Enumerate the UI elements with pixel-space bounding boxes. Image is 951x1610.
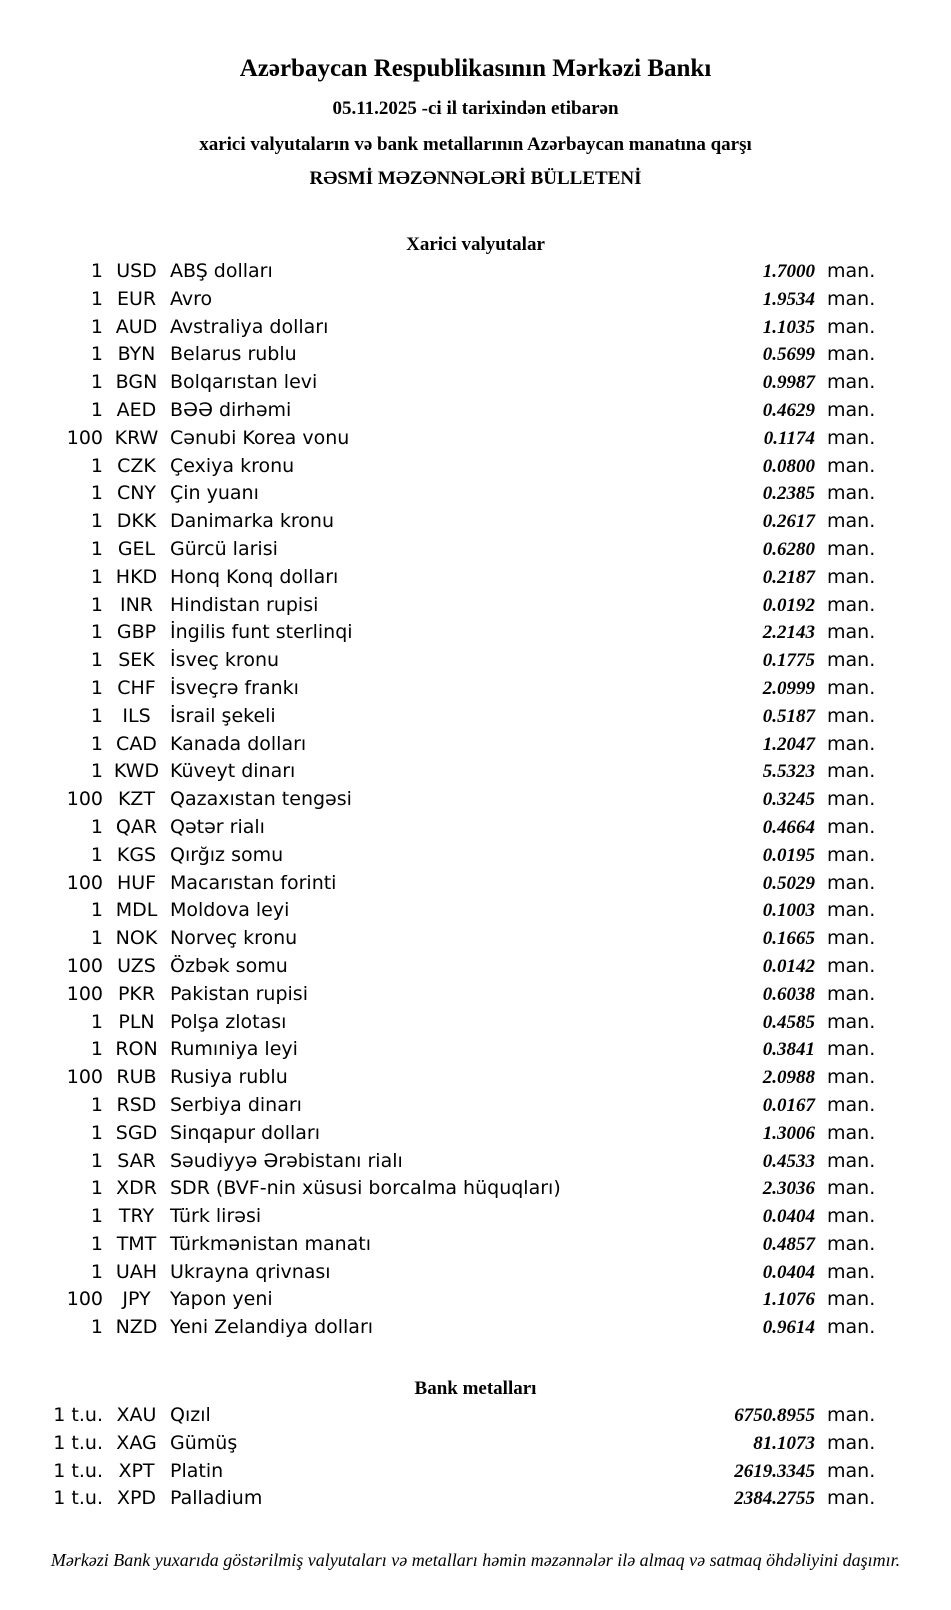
name-cell: Honq Konq dolları: [170, 565, 339, 588]
currency-row: [0, 314, 890, 342]
unit-cell: man.: [827, 1093, 876, 1116]
rate-cell: 2.0999: [762, 677, 815, 699]
unit-cell: man.: [827, 704, 876, 727]
quantity-cell: 1: [90, 621, 103, 644]
currency-row: [0, 369, 890, 397]
code-cell: NZD: [115, 1316, 158, 1339]
rate-cell: 0.5029: [762, 872, 815, 894]
quantity-cell: 1: [90, 343, 103, 366]
unit-cell: man.: [827, 343, 876, 366]
name-cell: Səudiyyə Ərəbistanı rialı: [170, 1149, 403, 1172]
metal-row: [0, 1402, 890, 1430]
metal-row: [0, 1430, 890, 1458]
code-cell: GEL: [117, 537, 156, 560]
currency-row: [0, 1148, 890, 1176]
code-cell: TRY: [118, 1205, 155, 1228]
unit-cell: man.: [827, 287, 876, 310]
code-cell: CNY: [116, 482, 157, 505]
quantity-cell: 1: [90, 315, 103, 338]
unit-cell: man.: [827, 1487, 876, 1510]
rate-cell: 0.9614: [762, 1317, 815, 1339]
code-cell: GBP: [116, 621, 157, 644]
rate-cell: 0.1775: [762, 650, 815, 672]
currency-row: [0, 981, 890, 1009]
currency-row: [0, 925, 890, 953]
quantity-cell: 1: [90, 1232, 103, 1255]
quantity-cell: 1: [90, 287, 103, 310]
quantity-cell: 100: [66, 426, 103, 449]
unit-cell: man.: [827, 899, 876, 922]
unit-cell: man.: [827, 1260, 876, 1283]
rate-cell: 0.2617: [762, 511, 815, 533]
currency-row: [0, 508, 890, 536]
name-cell: Türk lirəsi: [170, 1205, 262, 1228]
code-cell: XAG: [116, 1431, 157, 1454]
unit-cell: man.: [827, 371, 876, 394]
rate-cell: 1.3006: [762, 1122, 815, 1144]
unit-cell: man.: [827, 1316, 876, 1339]
currency-row: [0, 1231, 890, 1259]
quantity-cell: 1: [90, 1316, 103, 1339]
code-cell: EUR: [116, 287, 157, 310]
quantity-cell: 100: [66, 982, 103, 1005]
code-cell: CZK: [117, 454, 156, 477]
code-cell: KZT: [117, 788, 156, 811]
name-cell: Polşa zlotası: [170, 1010, 287, 1033]
currency-row: [0, 1064, 890, 1092]
quantity-cell: 1: [90, 899, 103, 922]
rate-cell: 1.2047: [762, 733, 815, 755]
rate-cell: 0.2385: [762, 483, 815, 505]
metal-row: [0, 1485, 890, 1513]
rate-cell: 1.7000: [762, 261, 815, 282]
code-cell: ILS: [122, 704, 151, 727]
unit-cell: man.: [827, 482, 876, 505]
quantity-cell: 1: [90, 1038, 103, 1061]
rate-cell: 0.1003: [762, 900, 815, 922]
currency-row: [0, 258, 890, 286]
unit-cell: man.: [827, 398, 876, 421]
rate-cell: 2384.2755: [734, 1488, 815, 1510]
bank-title: Azərbaycan Respublikasının Mərkəzi Bankı: [239, 55, 712, 82]
code-cell: KWD: [113, 760, 160, 783]
currencies-section-title: Xarici valyutalar: [406, 234, 545, 255]
unit-cell: man.: [827, 954, 876, 977]
quantity-cell: 1: [90, 371, 103, 394]
unit-cell: man.: [827, 1121, 876, 1144]
unit-cell: man.: [827, 1404, 876, 1427]
bulletin-name-line: RƏSMİ MƏZƏNNƏLƏRİ BÜLLETENİ: [309, 168, 642, 189]
currency-row: [0, 425, 890, 453]
quantity-cell: 1: [90, 815, 103, 838]
quantity-cell: 1: [90, 510, 103, 533]
code-cell: SAR: [117, 1149, 156, 1172]
code-cell: KGS: [116, 843, 157, 866]
currency-row: [0, 758, 890, 786]
quantity-cell: 1: [90, 732, 103, 755]
code-cell: MDL: [115, 899, 158, 922]
quantity-cell: 1 t.u.: [53, 1487, 103, 1510]
currency-row: [0, 814, 890, 842]
currency-row: [0, 1120, 890, 1148]
rate-cell: 0.0404: [762, 1261, 815, 1283]
quantity-cell: 100: [66, 1066, 103, 1089]
code-cell: NOK: [115, 927, 158, 950]
code-cell: HUF: [116, 871, 157, 894]
unit-cell: man.: [827, 815, 876, 838]
quantity-cell: 1: [90, 1177, 103, 1200]
rate-cell: 0.4629: [762, 399, 815, 421]
name-cell: Qazaxıstan tengəsi: [170, 788, 352, 811]
quantity-cell: 1: [90, 1093, 103, 1116]
code-cell: DKK: [116, 510, 157, 533]
name-cell: SDR (BVF-nin xüsusi borcalma hüquqları): [170, 1177, 561, 1200]
rate-cell: 0.0404: [762, 1206, 815, 1228]
name-cell: Çin yuanı: [170, 482, 259, 505]
unit-cell: man.: [827, 260, 876, 282]
unit-cell: man.: [827, 927, 876, 950]
unit-cell: man.: [827, 1431, 876, 1454]
name-cell: Bolqarıstan levi: [170, 371, 318, 394]
quantity-cell: 1: [90, 927, 103, 950]
metal-row: [0, 1458, 890, 1486]
name-cell: İsrail şekeli: [170, 704, 276, 727]
rate-cell: 2.2143: [762, 622, 815, 644]
code-cell: AUD: [115, 315, 158, 338]
code-cell: BGN: [115, 371, 158, 394]
rate-cell: 0.3841: [762, 1039, 815, 1061]
unit-cell: man.: [827, 760, 876, 783]
currency-row: [0, 1036, 890, 1064]
currency-row: [0, 480, 890, 508]
code-cell: XPT: [118, 1459, 155, 1482]
code-cell: BYN: [117, 343, 156, 366]
rate-cell: 0.6280: [762, 538, 815, 560]
currency-row: [0, 897, 890, 925]
code-cell: XDR: [116, 1177, 157, 1200]
name-cell: Türkmənistan manatı: [170, 1232, 372, 1255]
rate-cell: 0.0167: [762, 1094, 815, 1116]
quantity-cell: 100: [66, 954, 103, 977]
rate-cell: 2.0988: [762, 1067, 815, 1089]
quantity-cell: 1 t.u.: [53, 1459, 103, 1482]
unit-cell: man.: [827, 1232, 876, 1255]
rate-cell: 0.6038: [762, 983, 815, 1005]
currency-row: [0, 675, 890, 703]
unit-cell: man.: [827, 1177, 876, 1200]
name-cell: Küveyt dinarı: [170, 760, 296, 783]
quantity-cell: 1: [90, 398, 103, 421]
currency-row: [0, 592, 890, 620]
quantity-cell: 1: [90, 593, 103, 616]
quantity-cell: 1: [90, 676, 103, 699]
rate-cell: 1.1076: [762, 1289, 815, 1311]
quantity-cell: 1: [90, 1121, 103, 1144]
rate-cell: 1.9534: [762, 288, 815, 310]
bulletin-header: [0, 0, 951, 192]
name-cell: Hindistan rupisi: [170, 593, 319, 616]
quantity-cell: 1: [90, 1149, 103, 1172]
name-cell: Ukrayna qrivnası: [170, 1260, 331, 1283]
disclaimer-text: Mərkəzi Bank yuxarıda göstərilmiş valyutaları və metalları həmin məzənnələr ilə almaq və satmaq öhdəliyini daşımır.: [50, 1550, 901, 1571]
name-cell: Özbək somu: [170, 954, 288, 977]
unit-cell: man.: [827, 1149, 876, 1172]
rate-cell: 0.0142: [762, 955, 815, 977]
name-cell: İngilis funt sterlinqi: [170, 621, 353, 644]
name-cell: BƏƏ dirhəmi: [170, 398, 292, 421]
rate-cell: 0.0195: [762, 844, 815, 866]
rate-cell: 1.1035: [762, 316, 815, 338]
currency-row: [0, 397, 890, 425]
unit-cell: man.: [827, 676, 876, 699]
unit-cell: man.: [827, 1205, 876, 1228]
name-cell: Gürcü larisi: [170, 537, 278, 560]
name-cell: Yapon yeni: [170, 1288, 273, 1311]
unit-cell: man.: [827, 1038, 876, 1061]
name-cell: Avro: [170, 287, 213, 310]
name-cell: Danimarka kronu: [170, 510, 335, 533]
unit-cell: man.: [827, 593, 876, 616]
quantity-cell: 1: [90, 704, 103, 727]
code-cell: AED: [116, 398, 157, 421]
quantity-cell: 1 t.u.: [53, 1404, 103, 1427]
code-cell: XPD: [116, 1487, 157, 1510]
name-cell: Serbiya dinarı: [170, 1093, 302, 1116]
rate-cell: 0.4857: [762, 1233, 815, 1255]
currency-row: [0, 1314, 890, 1342]
code-cell: CAD: [116, 732, 157, 755]
quantity-cell: 1: [90, 649, 103, 672]
currency-row: [0, 842, 890, 870]
currency-row: [0, 1286, 890, 1314]
code-cell: PKR: [117, 982, 156, 1005]
quantity-cell: 1: [90, 1205, 103, 1228]
rate-cell: 0.4664: [762, 816, 815, 838]
name-cell: Cənubi Korea vonu: [170, 426, 350, 449]
metals-section-title: Bank metalları: [414, 1378, 537, 1400]
rate-cell: 0.1174: [763, 427, 815, 449]
unit-cell: man.: [827, 649, 876, 672]
quantity-cell: 1: [90, 843, 103, 866]
currency-row: [0, 953, 890, 981]
quantity-cell: 1: [90, 1010, 103, 1033]
currency-row: [0, 619, 890, 647]
name-cell: İsveç kronu: [170, 649, 280, 672]
currency-row: [0, 870, 890, 898]
name-cell: Rusiya rublu: [170, 1066, 288, 1089]
code-cell: RSD: [116, 1093, 157, 1116]
code-cell: USD: [116, 260, 157, 282]
code-cell: SGD: [115, 1121, 158, 1144]
code-cell: UAH: [115, 1260, 158, 1283]
name-cell: Gümüş: [170, 1431, 238, 1454]
currency-row: [0, 1175, 890, 1203]
rate-cell: 0.5187: [762, 705, 815, 727]
quantity-cell: 1: [90, 454, 103, 477]
unit-cell: man.: [827, 621, 876, 644]
unit-cell: man.: [827, 871, 876, 894]
currency-row: [0, 341, 890, 369]
unit-cell: man.: [827, 1288, 876, 1311]
name-cell: Pakistan rupisi: [170, 982, 308, 1005]
name-cell: Belarus rublu: [170, 343, 297, 366]
name-cell: ABŞ dolları: [170, 260, 273, 282]
currency-row: [0, 786, 890, 814]
unit-cell: man.: [827, 1459, 876, 1482]
quantity-cell: 100: [66, 871, 103, 894]
unit-cell: man.: [827, 732, 876, 755]
currency-row: [0, 536, 890, 564]
metals-table: [0, 1402, 890, 1513]
code-cell: RON: [115, 1038, 158, 1061]
quantity-cell: 1: [90, 260, 103, 282]
effective-date-line: 05.11.2025 -ci il tarixindən etibarən: [332, 98, 619, 119]
quantity-cell: 100: [66, 1288, 103, 1311]
currencies-table: [0, 258, 890, 1342]
code-cell: HKD: [115, 565, 158, 588]
currency-row: [0, 647, 890, 675]
name-cell: Kanada dolları: [170, 732, 307, 755]
rate-cell: 0.0800: [762, 455, 815, 477]
rate-cell: 0.4533: [762, 1150, 815, 1172]
unit-cell: man.: [827, 315, 876, 338]
rate-cell: 5.5323: [762, 761, 815, 783]
name-cell: Platin: [170, 1459, 224, 1482]
code-cell: XAU: [116, 1404, 157, 1427]
rate-cell: 6750.8955: [734, 1405, 815, 1427]
currency-row: [0, 1009, 890, 1037]
unit-cell: man.: [827, 1010, 876, 1033]
code-cell: SEK: [118, 649, 155, 672]
rate-cell: 0.1665: [762, 928, 815, 950]
code-cell: TMT: [116, 1232, 157, 1255]
name-cell: Moldova leyi: [170, 899, 290, 922]
quantity-cell: 1: [90, 537, 103, 560]
code-cell: JPY: [122, 1288, 151, 1311]
name-cell: Qətər rialı: [170, 815, 265, 838]
currency-row: [0, 1259, 890, 1287]
rate-cell: 2619.3345: [734, 1460, 815, 1482]
code-cell: RUB: [116, 1066, 157, 1089]
rate-cell: 0.3245: [762, 789, 815, 811]
code-cell: UZS: [117, 954, 156, 977]
unit-cell: man.: [827, 454, 876, 477]
code-cell: INR: [119, 593, 154, 616]
rate-cell: 0.4585: [762, 1011, 815, 1033]
name-cell: Palladium: [170, 1487, 263, 1510]
code-cell: QAR: [115, 815, 158, 838]
quantity-cell: 1: [90, 1260, 103, 1283]
unit-cell: man.: [827, 510, 876, 533]
unit-cell: man.: [827, 843, 876, 866]
name-cell: Sinqapur dolları: [170, 1121, 321, 1144]
currency-row: [0, 1203, 890, 1231]
rate-cell: 81.1073: [753, 1432, 815, 1454]
name-cell: Rumıniya leyi: [170, 1038, 298, 1061]
currency-row: [0, 703, 890, 731]
name-cell: Norveç kronu: [170, 927, 298, 950]
unit-cell: man.: [827, 788, 876, 811]
currency-row: [0, 453, 890, 481]
unit-cell: man.: [827, 1066, 876, 1089]
quantity-cell: 1 t.u.: [53, 1431, 103, 1454]
name-cell: Macarıstan forinti: [170, 871, 337, 894]
unit-cell: man.: [827, 537, 876, 560]
currency-row: [0, 731, 890, 759]
currency-row: [0, 564, 890, 592]
quantity-cell: 100: [66, 788, 103, 811]
name-cell: Qızıl: [170, 1404, 211, 1427]
currency-row: [0, 286, 890, 314]
rate-cell: 0.2187: [762, 566, 815, 588]
currency-row: [0, 1092, 890, 1120]
rate-cell: 0.5699: [762, 344, 815, 366]
rate-cell: 0.9987: [762, 372, 815, 394]
name-cell: Çexiya kronu: [170, 454, 295, 477]
rate-cell: 0.0192: [762, 594, 815, 616]
code-cell: PLN: [118, 1010, 155, 1033]
code-cell: KRW: [114, 426, 159, 449]
subject-line: xarici valyutaların və bank metallarının Azərbaycan manatına qarşı: [199, 134, 752, 155]
unit-cell: man.: [827, 982, 876, 1005]
quantity-cell: 1: [90, 482, 103, 505]
quantity-cell: 1: [90, 565, 103, 588]
unit-cell: man.: [827, 565, 876, 588]
name-cell: İsveçrə frankı: [170, 676, 299, 699]
unit-cell: man.: [827, 426, 876, 449]
rate-cell: 2.3036: [762, 1178, 815, 1200]
quantity-cell: 1: [90, 760, 103, 783]
code-cell: CHF: [117, 676, 156, 699]
name-cell: Avstraliya dolları: [170, 315, 329, 338]
name-cell: Yeni Zelandiya dolları: [170, 1316, 374, 1339]
name-cell: Qırğız somu: [170, 843, 284, 866]
